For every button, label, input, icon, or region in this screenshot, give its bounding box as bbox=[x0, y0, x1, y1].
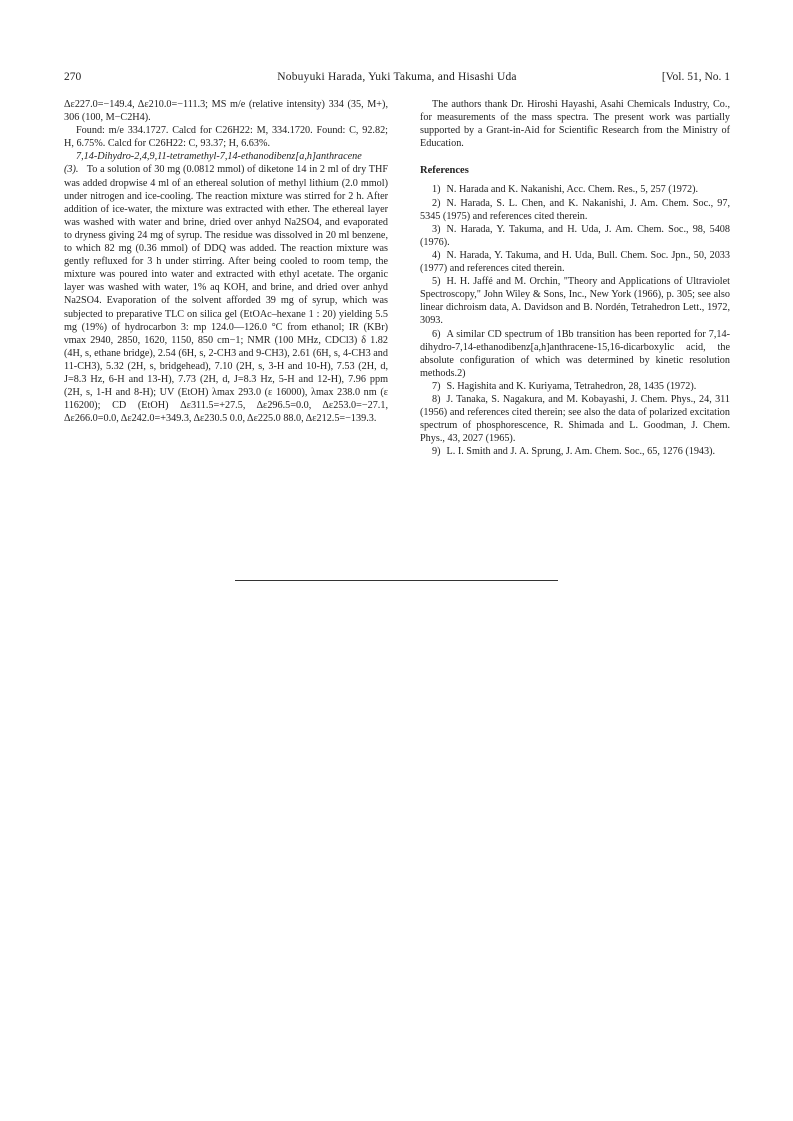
reference-number: 8) bbox=[432, 393, 441, 405]
running-head-authors: Nobuyuki Harada, Yuki Takuma, and Hisashi Uda bbox=[277, 71, 517, 83]
reference-number: 6) bbox=[432, 328, 441, 340]
reference-number: 4) bbox=[432, 249, 441, 261]
reference-text: N. Harada, Y. Takuma, and H. Uda, J. Am. Chem. Soc., 98, 5408 (1976). bbox=[420, 223, 730, 248]
reference-item bbox=[420, 445, 730, 458]
reference-text: N. Harada, S. L. Chen, and K. Nakanishi, J. Am. Chem. Soc., 97, 5345 (1975) and references cited therein. bbox=[420, 197, 730, 222]
reference-number: 9) bbox=[432, 446, 441, 458]
reference-text: N. Harada and K. Nakanishi, Acc. Chem. Res., 5, 257 (1972). bbox=[446, 184, 699, 196]
reference-item bbox=[420, 275, 730, 327]
reference-text: J. Tanaka, S. Nagakura, and M. Kobayashi, J. Chem. Phys., 24, 311 (1956) and references cited therein; see also the data of polarized excitation spectrum of phosphorescence, R. Shimada and L. Goodman, J. Chem. Phys., 43, 2027 (1965). bbox=[420, 393, 730, 445]
reference-item bbox=[420, 183, 730, 196]
reference-item bbox=[420, 393, 730, 445]
references-list bbox=[420, 183, 730, 458]
reference-text: N. Harada, Y. Takuma, and H. Uda, Bull. Chem. Soc. Jpn., 50, 2033 (1977) and references cited therein. bbox=[420, 249, 730, 275]
reference-item bbox=[420, 223, 730, 249]
experimental-paragraph bbox=[64, 150, 388, 425]
reference-item bbox=[420, 380, 730, 393]
reference-number: 1) bbox=[432, 184, 441, 196]
journal-volume: [Vol. 51, No. 1 bbox=[661, 71, 730, 83]
reference-item bbox=[420, 249, 730, 275]
reference-number: 3) bbox=[432, 223, 441, 235]
reference-item bbox=[420, 197, 730, 223]
right-column bbox=[420, 98, 730, 458]
page-number: 270 bbox=[64, 71, 82, 83]
cd-ms-data-continued: Δε227.0=−149.4, Δε210.0=−111.3; MS m/e (relative intensity) 334 (35, M+), 306 (100, M−C2H4). bbox=[64, 99, 388, 124]
reference-item bbox=[420, 328, 730, 380]
reference-text: H. H. Jaffé and M. Orchin, "Theory and Applications of Ultraviolet Spectroscopy," John Wiley & Sons, Inc., New York (1966), p. 305; see also linear dichroism data, A. Davidson and B. Nordén, Tetrahedron Lett., 1972, 3093. bbox=[420, 276, 730, 327]
left-column bbox=[64, 98, 388, 425]
reference-text: L. I. Smith and J. A. Sprung, J. Am. Chem. Soc., 65, 1276 (1943). bbox=[446, 446, 716, 458]
procedure-text: To a solution of 30 mg (0.0812 mmol) of diketone 14 in 2 ml of dry THF was added dropwise 4 ml of an ethereal solution of methyl lithium (2.0 mmol) under nitrogen and ice-cooling. The reaction mixture was stirred for 2 h. After addition of ice-water, the mixture was extracted with ether. The ethereal layer was washed with water and brine, dried over anhyd Na2SO4, and evaporated to dryness giving 24 mg of syrup. The residue was dissolved in 20 ml benzene, to which 82 mg (0.36 mmol) of DDQ was added. The reaction mixture was gently refluxed for 3 h under stirring. After being cooled to room temp, the mixture was poured into water and extracted with ethyl acetate. The organic layer was washed with water, 1% aq KOH, and brine, and dried over anhyd Na2SO4. Evaporation of the solvent afforded 39 mg of syrup, which was subjected to preparative TLC on silica gel (EtOAc–hexane 1 : 20) yielding 5.5 mg (19%) of hydrocarbon 3: mp 124.0—126.0 °C from ethanol; IR (KBr) νmax 2940, 2850, 1620, 1150, 850 cm−1; NMR (100 MHz, CDCl3) δ 1.82 (4H, s, ethane bridge), 2.54 (6H, s, 2-CH3 and 9-CH3), 2.61 (6H, s, 4-CH3 and 11-CH3), 5.32 (2H, s, bridgehead), 7.10 (2H, s, 3-H and 10-H), 7.53 (2H, d, J=8.3 Hz, 6-H and 13-H), 7.73 (2H, d, J=8.3 Hz, 5-H and 12-H), 7.96 ppm (2H, s, 1-H and 8-H); UV (EtOH) λmax 293.0 (ε 16000), λmax 238.0 nm (ε 116200); CD (EtOH) Δε311.5=+27.5, Δε296.5=0.0, Δε253.0=−27.1, Δε266.0=0.0, Δε242.0=+349.3, Δε230.5 0.0, Δε225.0 88.0, Δε212.5=−139.3. bbox=[64, 164, 388, 425]
references-heading: References bbox=[420, 165, 469, 177]
compound-title: 7,14-Dihydro-2,4,9,11-tetramethyl-7,14-ethanodibenz[a,h]anthracene (3). bbox=[64, 151, 362, 176]
reference-number: 2) bbox=[432, 197, 441, 209]
end-rule bbox=[235, 580, 558, 581]
reference-number: 5) bbox=[432, 276, 441, 288]
page-header bbox=[64, 71, 730, 87]
reference-number: 7) bbox=[432, 380, 441, 392]
found-calcd-line: Found: m/e 334.1727. Calcd for C26H22: M, 334.1720. Found: C, 92.82; H, 6.75%. Calcd for C26H22: C, 93.37; H, 6.63%. bbox=[64, 125, 388, 150]
acknowledgment: The authors thank Dr. Hiroshi Hayashi, Asahi Chemicals Industry, Co., for measurements of the mass spectra. The present work was partially supported by a Grant-in-Aid for Scientific Research from the Ministry of Education. bbox=[420, 99, 730, 150]
reference-text: S. Hagishita and K. Kuriyama, Tetrahedron, 28, 1435 (1972). bbox=[446, 380, 697, 392]
reference-text: A similar CD spectrum of 1Bb transition has been reported for 7,14-dihydro-7,14-ethanodibenz[a,h]anthracene-15,16-dicarboxylic acid, the absolute configuration of which was determined by kinetic resolution methods.2) bbox=[420, 328, 730, 379]
